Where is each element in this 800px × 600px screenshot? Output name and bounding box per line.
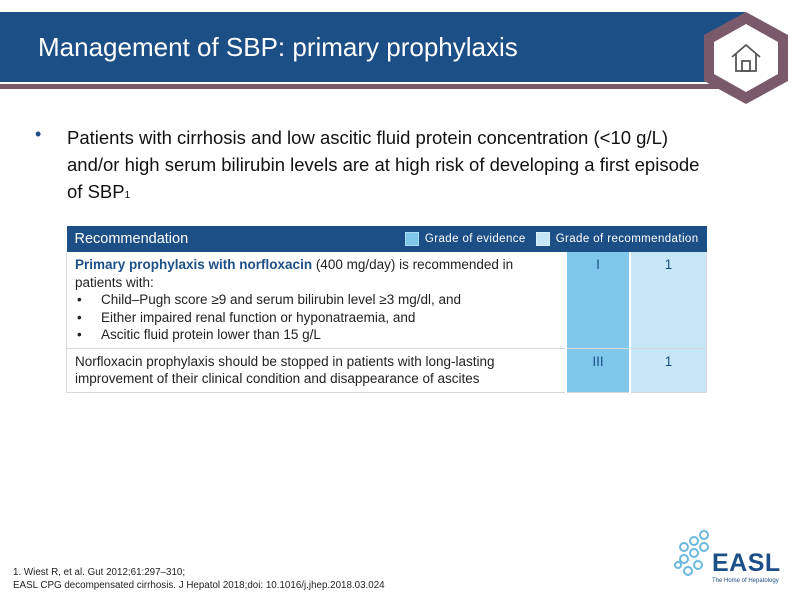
recommendation-table (66, 226, 707, 393)
easl-logo-word: EASL (712, 549, 781, 577)
row-text: (400 mg/day) is recommended in patients with: (75, 257, 514, 290)
grade-of-evidence: III (566, 348, 630, 392)
bullet-text (67, 124, 705, 205)
hexagon-cluster-icon (675, 531, 708, 575)
legend-evidence (405, 232, 526, 246)
grade-of-recommendation: 1 (630, 252, 707, 348)
list-item: • Either impaired renal function or hyponatraemia, and (75, 309, 557, 327)
slide-title: Management of SBP: primary prophylaxis (38, 32, 518, 62)
grade-of-recommendation: 1 (630, 348, 707, 392)
header-recommendation: Recommendation (74, 231, 189, 247)
table-header (67, 226, 707, 252)
title-bar (0, 12, 745, 82)
evidence-swatch (405, 232, 419, 246)
legend-evidence-label: Grade of evidence (424, 233, 526, 245)
table-row (67, 348, 707, 392)
legend-recommendation (536, 232, 699, 246)
bullet-body: Patients with cirrhosis and low ascitic fluid protein concentration (<10 g/L) and/or high serum bilirubin levels are at high risk of developing a first episode of SBP (67, 127, 700, 202)
reference-1: 1. Wiest R, et al. Gut 2012;61:297–310; (13, 567, 186, 578)
references (13, 566, 385, 592)
recommendation-swatch (536, 232, 550, 246)
easl-tagline: The Home of Hepatology (712, 578, 779, 584)
reference-marker: 1 (124, 190, 131, 201)
bullet-marker: • (35, 124, 42, 144)
criteria-list (75, 291, 557, 344)
title-divider (0, 84, 745, 89)
row-description (67, 252, 567, 348)
legend-recommendation-label: Grade of recommendation (555, 233, 699, 245)
bullet-point (35, 124, 705, 205)
row-bold-lead: Primary prophylaxis with norfloxacin (75, 257, 313, 272)
list-item: • Child–Pugh score ≥9 and serum bilirubin level ≥3 mg/dl, and (75, 291, 557, 309)
home-button[interactable] (704, 12, 788, 104)
list-item: • Ascitic fluid protein lower than 15 g/L (75, 326, 557, 344)
legend (395, 232, 699, 246)
reference-2: EASL CPG decompensated cirrhosis. J Hepatol 2018;doi: 10.1016/j.jhep.2018.03.024 (13, 580, 385, 591)
table-header-row (67, 226, 707, 252)
grade-of-evidence: I (566, 252, 630, 348)
row-description: Norfloxacin prophylaxis should be stopped in patients with long-lasting improvement of their clinical condition and disappearance of ascites (67, 348, 567, 392)
table-row (67, 252, 707, 348)
